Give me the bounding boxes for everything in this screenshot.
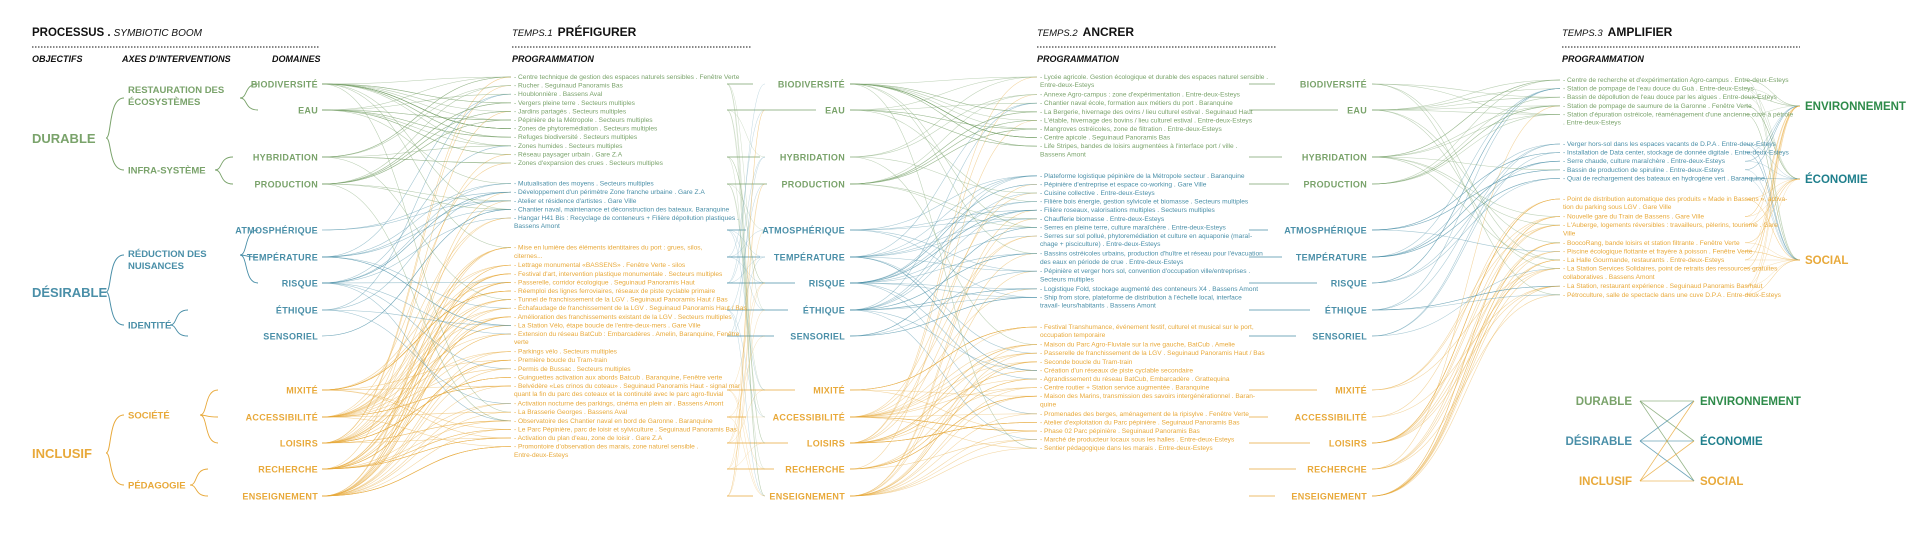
prog1-item: - Atelier et résidence d'artistes . Gare Ville [514, 197, 637, 205]
domain-label: RISQUE [281, 278, 318, 289]
link-line [850, 95, 1037, 443]
prog2-item: - Sentier pédagogique dans les marais . Entre-deux-Esteys [1040, 445, 1213, 453]
objective-2: DÉSIRABLE [32, 285, 108, 300]
prog2-item: - L'étable, hivernage des bovins / lieu culturel estival . Entre-deux-Esteys [1040, 117, 1253, 125]
prog1-item: - Centre technique de gestion des espaces naturels sensibles . Fenêtre Verte [514, 74, 740, 81]
link-line [850, 396, 1037, 496]
link-line [322, 209, 511, 257]
domain-label: LOISIRS [806, 438, 845, 449]
link-line [850, 440, 1037, 469]
domain-label: HYBRIDATION [779, 152, 845, 163]
prog1-item: - Réemploi des lignes ferroviaires, réseaux de piste cyclable primaire [514, 288, 716, 295]
prog1-item: - Refuges biodiversité . Secteurs multiples [514, 134, 638, 142]
link-line [850, 289, 1037, 310]
domain-label: RISQUE [1330, 278, 1367, 289]
prog1-item: - Rucher . Seguinaud Panoramis Bas [514, 82, 623, 90]
prog2-item: - Maison du Parc Agro-Fluviale sur la rive gauche, BatCub . Amelie [1040, 341, 1235, 349]
prog2-item: - Chantier naval école, formation aux métiers du port . Baranquine [1040, 100, 1233, 108]
prog2-item: - La Bergerie, hivernage des ovins / lieu culturel estival . Seguinaud Haut [1040, 108, 1253, 116]
prog3-item: - Station d'épuration ostréicole, réaménagement d'une ancienne cuve à pétrole . Entre-deux-Esteys [1563, 111, 1794, 127]
link-line [322, 412, 511, 496]
tree-branch [170, 325, 188, 336]
link-line [850, 417, 1037, 448]
prog2-item: - Pépinière et verger hors sol, convention d'occupation ville/entreprises . Secteurs multiples [1040, 268, 1251, 284]
link-line [1372, 114, 1560, 184]
tree-branch [200, 415, 218, 443]
prog1-item: - Extension du réseau BatCub : Embarcadères . Amelin, Baranquine, Fenêtre verte [514, 331, 740, 347]
prog3-item: - Centre de recherche et d'expérimentation Agro-campus . Entre-deux-Esteys [1563, 77, 1789, 84]
temps3-programmation: PROGRAMMATION [1562, 54, 1644, 64]
prog2-item: - Lycée agricole. Gestion écologique et durable des espaces naturel sensible . Entre-deux-Esteys [1040, 74, 1269, 90]
prog2-item: - Atelier d'exploitation du Parc pépinière . Seguinaud Panoramis Bas [1040, 419, 1240, 427]
prog1-item: - Observatoire des Chantier naval en bord de Garonne . Baranquine [514, 417, 713, 425]
prog1-item: - Première boucle du Tram-train [514, 357, 608, 365]
domain-label: RECHERCHE [258, 464, 318, 475]
link-line [850, 95, 1037, 184]
legend-objective: DÉSIRABLE [1565, 436, 1632, 448]
prog2-item: - Centre apicole . Seguinaud Panoramis Bas [1040, 134, 1171, 142]
prog1-item: - Tunnel de franchissement de la LGV . Seguinaud Panoramis Haut / Bas [514, 296, 728, 304]
diagram-labels [32, 24, 1906, 502]
domain-label: TEMPÉRATURE [773, 252, 845, 263]
process-subtitle: SYMBIOTIC BOOM [113, 28, 202, 39]
link-line [850, 345, 1037, 443]
link-line [1745, 106, 1800, 225]
domain-label: PRODUCTION [781, 179, 845, 190]
col-objectifs: OBJECTIFS [32, 54, 83, 64]
prog1-item: - Amélioration des franchissements existant de la LGV . Secteurs multiples [514, 313, 732, 321]
link-line [850, 129, 1037, 184]
domain-label: ACCESSIBILITÉ [245, 412, 318, 423]
prog3-item: - BoocoRang, bande loisirs et station filtrante . Fenêtre Verte [1563, 239, 1740, 247]
link-line [1372, 230, 1560, 251]
domain-label: RECHERCHE [785, 464, 845, 475]
link-line [1372, 110, 1560, 114]
prog2-item: - Centre routier + Station service augmentée . Baranquine [1040, 384, 1210, 392]
link-line [322, 84, 511, 129]
domain-label: MIXITÉ [813, 385, 845, 396]
domain-label: BIODIVERSITÉ [250, 79, 318, 90]
temps2-programmation: PROGRAMMATION [1037, 54, 1119, 64]
domain-label: TEMPÉRATURE [1295, 252, 1367, 263]
link-line [850, 345, 1037, 496]
link-line [850, 110, 1037, 129]
domain-label: SENSORIEL [1312, 331, 1367, 342]
prog1-item: - Développement d'un périmètre Zone franche urbaine . Gare Z.A [514, 189, 705, 197]
domain-label: ATMOSPHÉRIQUE [1284, 225, 1367, 236]
prog1-item: - Activation du plan d'eau, zone de loisir . Gare Z.A [514, 435, 663, 442]
link-line [850, 176, 1037, 310]
link-line [727, 390, 765, 443]
domain-label: ENSEIGNEMENT [769, 491, 845, 502]
domain-label: SENSORIEL [790, 331, 845, 342]
link-line [1372, 170, 1560, 230]
domain-label: PRODUCTION [1303, 179, 1367, 190]
objective-3: INCLUSIF [32, 446, 92, 461]
legend-objective: DURABLE [1575, 396, 1632, 408]
domain-label: EAU [825, 105, 845, 116]
link-line [850, 448, 1037, 496]
domain-label: MIXITÉ [286, 385, 318, 396]
prog2-item: - Bassins ostréicoles urbains, production d'huître et réseau pour l'évacuation des eaux en période de crue . Entre-deux-Esteys [1040, 250, 1263, 266]
link-line [1372, 286, 1560, 310]
link-line [850, 176, 1037, 230]
link-line [850, 210, 1037, 283]
link-line [322, 110, 511, 146]
prog3-item: - Nouvelle gare du Train de Bassens . Gare Ville [1563, 213, 1704, 221]
prog2-item: - Festival Transhumance, événement festif, culturel et musical sur le port, occupation temporaire [1040, 324, 1254, 340]
col-axes: AXES D'INTERVENTIONS [122, 54, 231, 64]
domain-label: HYBRIDATION [252, 152, 318, 163]
domain-label: ACCESSIBILITÉ [1294, 412, 1367, 423]
tree-branch [190, 485, 208, 496]
prog1-item: - Activation nocturne des parkings, cinéma en plein air . Bassens Amont [514, 400, 724, 408]
temps3-title: TEMPS.3 AMPLIFIER [1562, 25, 1673, 39]
link-line [727, 84, 765, 283]
prog1-item: - Vergers pleine terre . Secteurs multiples [514, 99, 635, 107]
tree-branch [106, 255, 124, 292]
prog1-item: - Le Parc Pépinière, parc de loisir et sylviculture . Seguinaud Panoramis Bas [514, 426, 737, 434]
link-line [322, 84, 511, 209]
temps1-programmation: PROGRAMMATION [512, 54, 594, 64]
temps2-title: TEMPS.2 ANCRER [1037, 25, 1134, 39]
link-line [850, 230, 1037, 297]
tree-branch [106, 415, 124, 453]
link-line [1372, 157, 1560, 225]
prog1-item: - Belvédère «Les crinos du coteau» . Seguinaud Panoramis Haut - signal mar quant la fin du parc des coteaux et la continuité avec le parc agro-fluvial [514, 383, 741, 399]
domain-label: ÉTHIQUE [275, 305, 318, 316]
prog3-item: - Point de distribution automatique des produits « Made in Bassens », activa-tion du parking sous LGV . Gare Ville [1563, 196, 1788, 212]
domain-label: BIODIVERSITÉ [1299, 79, 1367, 90]
link-line [1745, 178, 1800, 260]
domain-label: RECHERCHE [1307, 464, 1367, 475]
tree-branch [106, 453, 124, 485]
link-line [322, 120, 511, 184]
domain-label: HYBRIDATION [1301, 152, 1367, 163]
link-line [1745, 199, 1800, 260]
prog3-item: - Verger hors-sol dans les espaces vacants de D.P.A . Entre-deux-Esteys [1563, 141, 1776, 148]
domain-label: PRODUCTION [254, 179, 318, 190]
axis-label: RESTAURATION DES ÉCOSYSTÈMES [128, 85, 225, 108]
prog1-item: - Lettrage monumental «BASSENS» . Fenêtre Verte - silos [514, 262, 686, 270]
prog1-item: - Zones de phytoremédiation . Secteurs multiples [514, 125, 658, 133]
prog3-item: - Station de pompage de l'eau douce du Guà . Entre-deux-Esteys [1563, 85, 1754, 93]
prog2-item: - Annexe Agro-campus : zone d'expérimentation . Entre-deux-Esteys [1040, 91, 1240, 99]
prog1-item: - Zones humides . Secteurs multiples [514, 142, 623, 150]
tree-branch [190, 469, 208, 485]
link-line [1372, 178, 1560, 257]
legend-category: ENVIRONNEMENT [1700, 396, 1801, 408]
link-line [727, 230, 765, 257]
domain-label: ENSEIGNEMENT [1291, 491, 1367, 502]
prog3-item: - La Halle Gourmande, restaurants . Entre-deux-Esteys [1563, 257, 1725, 264]
domain-label: TEMPÉRATURE [246, 252, 318, 263]
prog1-item: - Échafaudage de franchissement de la LGV . Seguinaud Panoramis Haut / Bas [514, 305, 747, 313]
link-line [322, 283, 511, 369]
tree-branch [170, 310, 188, 325]
prog2-item: - Promenades des berges, aménagement de la ripisylve . Fenêtre Verte [1040, 410, 1249, 418]
link-line [322, 257, 511, 325]
link-line [1372, 243, 1560, 496]
link-line [322, 352, 511, 443]
prog1-item: - Passerelle, corridor écologique . Seguinaud Panoramis Haut [514, 279, 695, 287]
domain-label: RISQUE [808, 278, 845, 289]
link-line [322, 146, 511, 283]
prog3-item: - Serre chaude, culture maraîchère . Entre-deux-Esteys [1563, 158, 1725, 166]
prog1-item: - Promontoire d'observation des marais, zone naturel sensible . Entre-deux-Esteys [514, 443, 699, 459]
tree-branch [106, 98, 124, 138]
prog2-item: - Ship from store, plateforme de distribution à l'échelle local, interface travail- leurs/habitants . Bassens Amont [1040, 294, 1242, 310]
link-line [1745, 106, 1800, 269]
link-line [1372, 286, 1560, 496]
link-line [727, 443, 765, 469]
axis-label: IDENTITÉ [128, 320, 172, 332]
col-domaines: DOMAINES [272, 54, 321, 64]
prog2-item: - Cuisine collective . Entre-deux-Esteys [1040, 190, 1155, 197]
domain-label: MIXITÉ [1335, 385, 1367, 396]
prog3-item: - L'Auberge, logements réversibles : travailleurs, pèlerins, tourisme . Gare Ville [1563, 222, 1778, 238]
link-line [850, 353, 1037, 417]
prog2-item: - Serres en pleine terre, culture maraîchère . Entre-deux-Esteys [1040, 224, 1226, 232]
link-line [322, 201, 511, 496]
link-line [1372, 199, 1560, 443]
prog2-item: - Plateforme logistique pépinière de la Métropole secteur . Baranquine [1040, 172, 1245, 180]
axis-label: PÉDAGOGIE [128, 480, 186, 492]
legend-objective: INCLUSIF [1578, 476, 1632, 488]
domain-label: EAU [298, 105, 318, 116]
category-2: ÉCONOMIE [1805, 174, 1868, 186]
link-line [1372, 251, 1560, 443]
legend-category: SOCIAL [1700, 476, 1744, 488]
link-line [850, 310, 1037, 370]
link-line [1372, 269, 1560, 443]
prog2-item: - Phase 02 Parc pépinière . Seguinaud Panoramis Bas [1040, 428, 1200, 435]
prog3-item: - Quai de rechargement des bateaux en hydrogène vert . Baranquine [1563, 175, 1765, 183]
prog2-item: - Seconde boucle du Tram-train [1040, 358, 1133, 366]
link-line [322, 84, 511, 248]
domain-label: ACCESSIBILITÉ [772, 412, 845, 423]
prog2-item: - Pépinière d'entreprise et espace co-working . Gare Ville [1040, 181, 1207, 189]
tree-branch [106, 292, 124, 325]
prog1-item: - La Station Vélo, étape boucle de l'entre-deux-mers . Gare Ville [514, 322, 701, 330]
link-line [1372, 89, 1560, 257]
link-line [322, 154, 511, 443]
domain-label: SENSORIEL [263, 331, 318, 342]
prog1-item: - Jardins partagés . Secteurs multiples [514, 108, 627, 116]
axis-label: INFRA-SYSTÈME [128, 165, 206, 177]
link-line [850, 184, 1037, 227]
link-line [850, 414, 1037, 496]
link-line [322, 404, 511, 496]
tree-branch [106, 138, 124, 170]
domain-label: EAU [1347, 105, 1367, 116]
prog3-item: - La Station Services Solidaires, point de retraits des ressources gratuites collaboratives . Bassens Amont [1563, 265, 1778, 281]
legend-category: ÉCONOMIE [1700, 436, 1763, 448]
prog2-item: - Marché de producteur locaux sous les halles . Entre-deux-Esteys [1040, 436, 1235, 444]
prog3-item: - Station de pompage de saumure de la Garonne . Fenêtre Verte [1563, 102, 1752, 110]
prog2-item: - Serres sur sol pollué, phytoremédiation et culture en aquaponie (maraî-chage + pisciculture) . Entre-deux-Esteys [1040, 233, 1253, 249]
connection-lines [106, 77, 1800, 496]
tree-branch [215, 170, 233, 184]
link-line [1372, 161, 1560, 283]
objective-1: DURABLE [32, 131, 96, 146]
domain-label: ATMOSPHÉRIQUE [235, 225, 318, 236]
domain-label: LOISIRS [279, 438, 318, 449]
link-line [1372, 161, 1560, 257]
link-line [850, 379, 1037, 417]
prog1-item: - Mutualisation des moyens . Secteurs multiples [514, 180, 654, 188]
link-line [322, 218, 511, 443]
prog1-item: - Chantier naval, maintenance et déconstruction des bateaux. Baranquine [514, 206, 730, 214]
prog1-item: - Permis de Bussac . Secteurs multiples [514, 365, 631, 373]
category-3: SOCIAL [1805, 255, 1849, 267]
prog2-item: - Filière roseaux, valorisations multiples . Secteurs multiples [1040, 207, 1215, 215]
link-line [850, 120, 1037, 184]
prog1-item: - Hangar H41 Bis : Recyclage de conteneurs + Filière dépollution plastiques . Bassens Amont [514, 215, 739, 231]
prog3-item: - La Station, restaurant expérience . Seguinaud Panoramis Bas/haut [1563, 283, 1763, 291]
tree-branch [240, 98, 258, 110]
prog1-item: - Parkings vélo . Secteurs multiples [514, 348, 617, 356]
link-line [1372, 225, 1560, 390]
prog3-item: - Piscine écologique flottante et frayère à poisson . Fenêtre Verte [1563, 248, 1753, 256]
link-line [850, 370, 1037, 443]
prog2-item: - Agrandissement du réseau BatCub, Embarcadère . Grattequina [1040, 376, 1230, 383]
domain-label: LOISIRS [1328, 438, 1367, 449]
prog2-item: - Life Stripes, bandes de loisirs augmentées à l'interface port / ville . Bassens Amont [1040, 143, 1238, 159]
prog1-item: - Mise en lumière des éléments identitaires du port : grues, silos, citernes... [514, 244, 703, 260]
prog2-item: - Maison des Marins, transmission des savoirs intergénérationnel . Baran-quine [1040, 393, 1256, 409]
prog2-item: - Chaufferie biomasse . Entre-deux-Esteys [1040, 215, 1165, 223]
prog3-item: - Installation de Data center, stockage de donnée digitale . Entre-deux-Esteys [1563, 149, 1789, 157]
prog3-item: - Pétroculture, salle de spectacle dans une cuve D.P.A . Entre-deux-Esteys [1563, 291, 1781, 299]
temps1-title: TEMPS.1 PRÉFIGURER [512, 25, 637, 39]
prog1-item: - Guinguettes activation aux abords Batcub . Baranquine, Fenêtre verte [514, 374, 723, 382]
link-line [322, 86, 511, 184]
tree-branch [215, 157, 233, 170]
axis-label: SOCIÉTÉ [128, 410, 170, 422]
prog2-item: - Création d'un réseaux de piste cyclable secondaire [1040, 367, 1194, 375]
link-line [850, 283, 1037, 379]
link-line [1372, 286, 1560, 417]
link-line [850, 236, 1037, 417]
domain-label: ÉTHIQUE [1324, 305, 1367, 316]
prog2-item: - Logistique Fold, stockage augmenté des conteneurs X4 . Bassens Amont [1040, 285, 1259, 293]
prog3-item: - Bassin de dépollution de l'eau douce par les algues . Entre-deux-Esteys [1563, 94, 1777, 102]
prog3-item: - Bassin de production de spiruline . Entre-deux-Esteys [1563, 166, 1724, 174]
link-line [322, 184, 511, 209]
prog2-item: - Mangroves ostréicoles, zone de filtration . Entre-deux-Esteys [1040, 126, 1222, 133]
link-line [727, 110, 765, 157]
prog1-item: - Réseau paysager urbain . Gare Z.A [514, 151, 623, 159]
tree-branch [200, 390, 218, 415]
prog1-item: - Pépinière de la Métropole . Secteurs multiples [514, 117, 653, 124]
axis-label: RÉDUCTION DES NUISANCES [128, 249, 207, 272]
link-line [850, 283, 1037, 289]
link-line [850, 254, 1037, 283]
link-line [850, 77, 1037, 110]
prog1-item: - Houblonnière . Bassens Aval [514, 91, 603, 99]
prog1-item: - Festival d'art, intervention plastique monumentale . Secteurs multiples [514, 270, 723, 278]
domain-label: ÉTHIQUE [802, 305, 845, 316]
prog1-item: - La Brasserie Georges . Bassens Aval [514, 409, 628, 417]
process-title: PROCESSUS . SYMBIOTIC BOOM [32, 27, 202, 39]
category-1: ENVIRONNEMENT [1805, 101, 1906, 113]
domain-label: ATMOSPHÉRIQUE [762, 225, 845, 236]
link-line [850, 390, 1037, 396]
prog1-item: - Zones d'expansion des crues . Secteurs multiples [514, 160, 663, 167]
domain-label: ENSEIGNEMENT [242, 491, 318, 502]
domain-label: BIODIVERSITÉ [777, 79, 845, 90]
prog2-item: - Passerelle de franchissement de la LGV . Seguinaud Panoramis Haut / Bas [1040, 350, 1265, 358]
link-line [322, 334, 511, 417]
prog2-item: - Filière bois énergie, gestion sylvicole et biomasse . Secteurs multiples [1040, 198, 1249, 206]
